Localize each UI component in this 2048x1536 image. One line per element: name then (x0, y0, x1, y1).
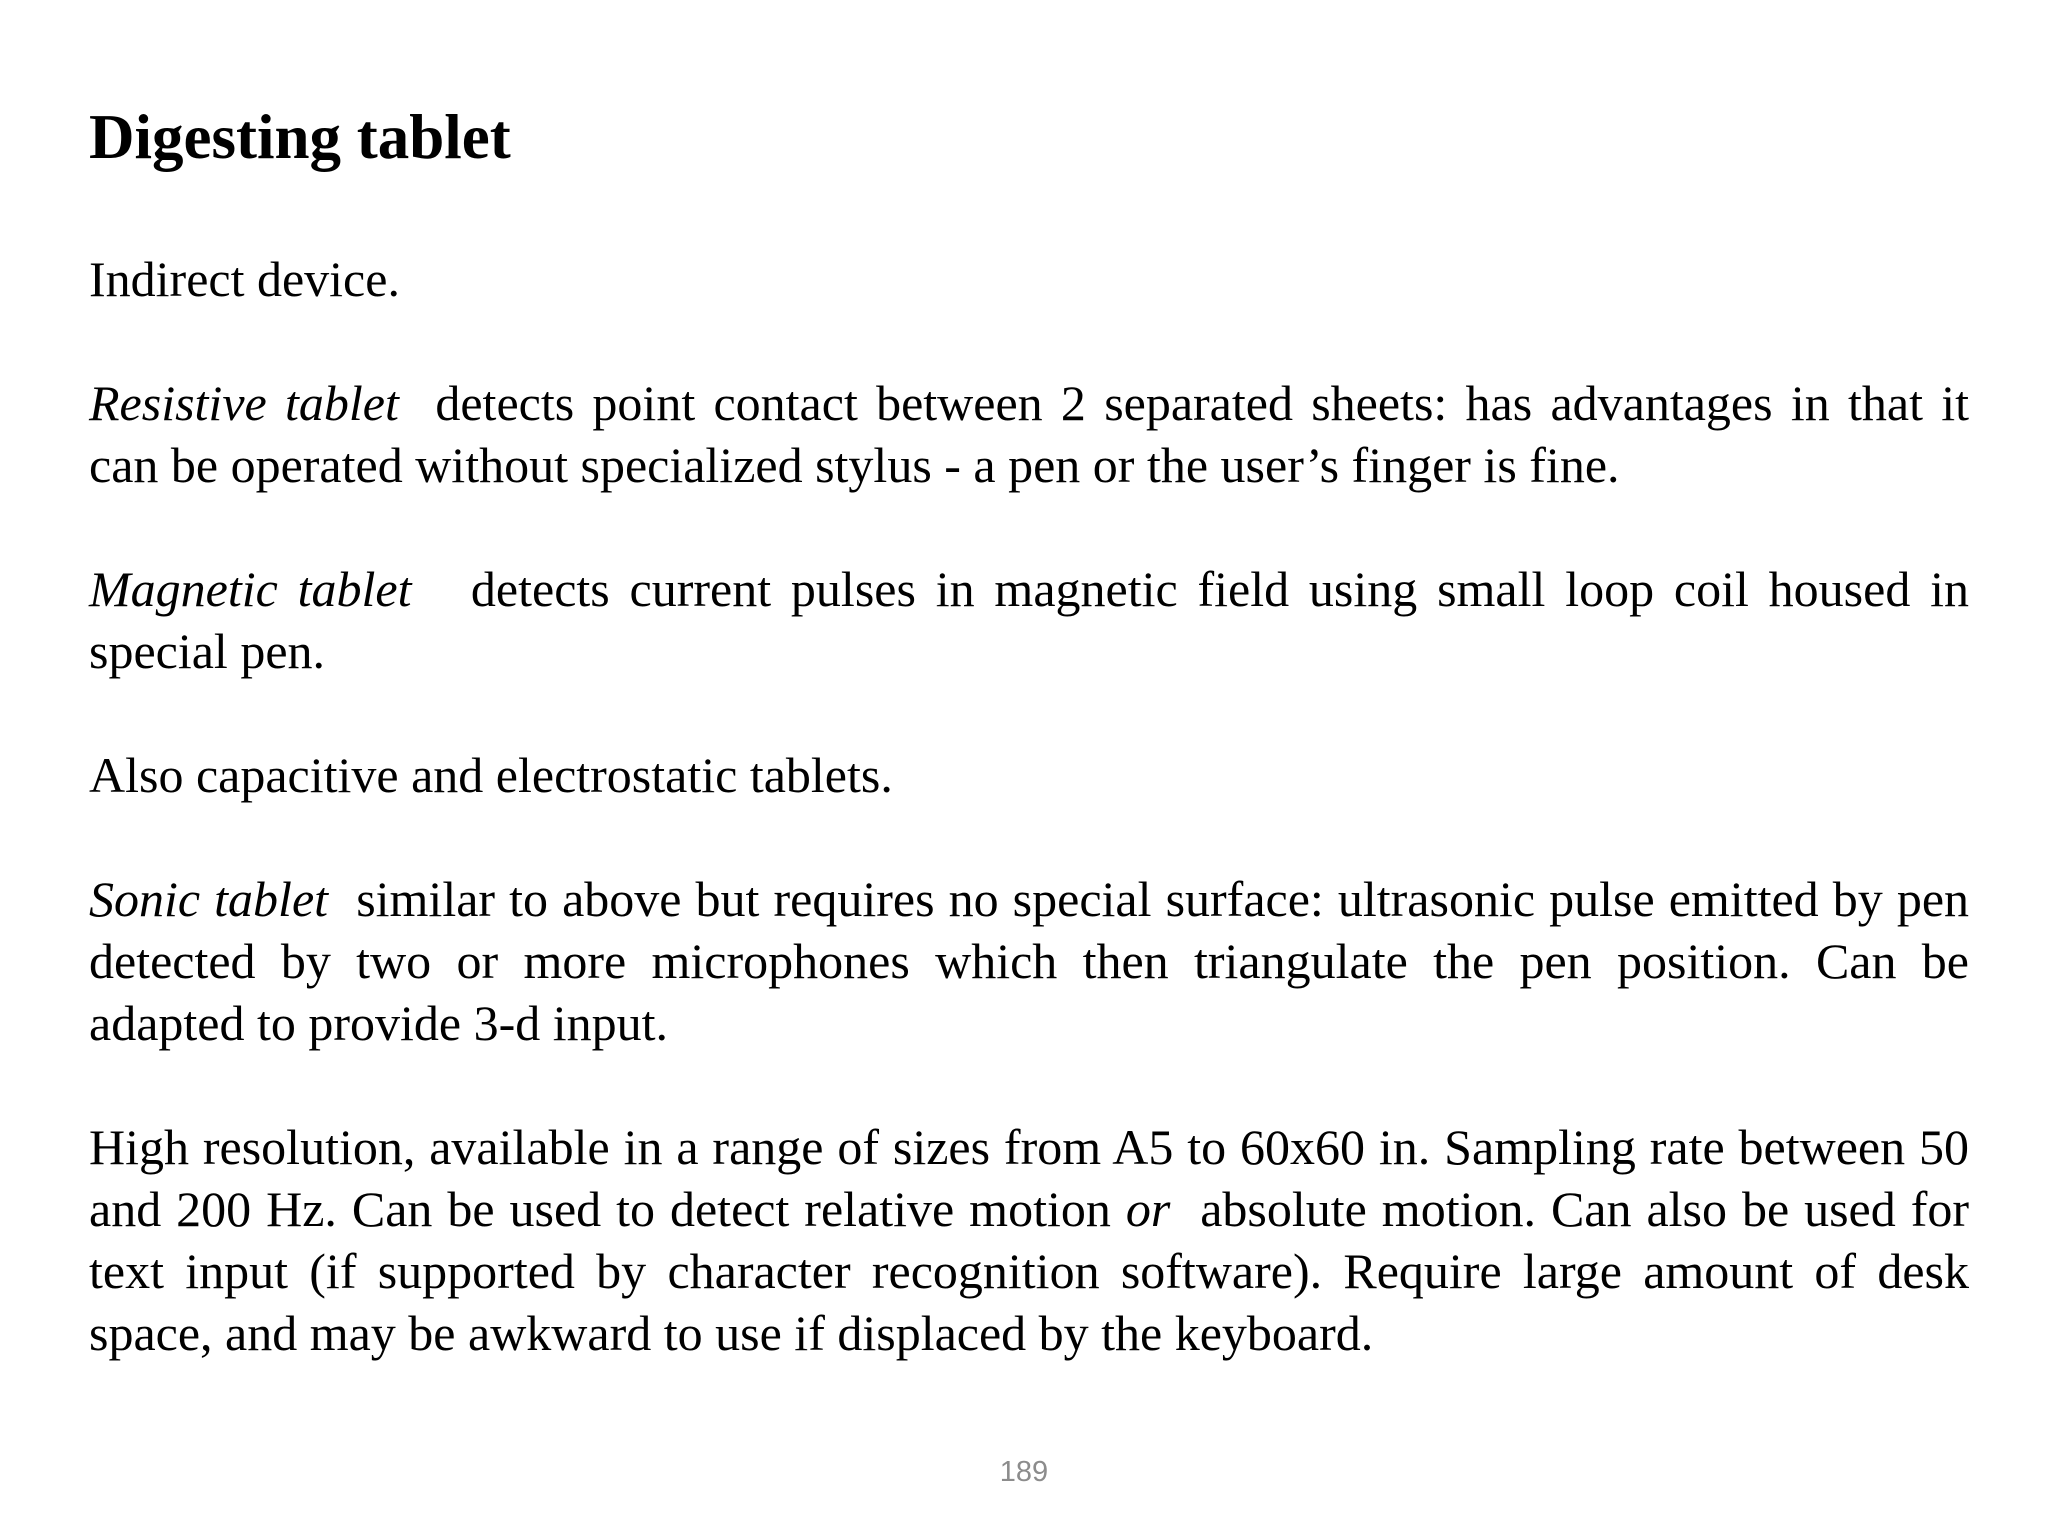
paragraph-capacitive-electrostatic: Also capacitive and electrostatic tablets. (89, 746, 893, 803)
slide-content (89, 100, 1969, 1364)
resistive-tablet-description: detects point contact between 2 separated sheets: has advantages in that it can be operated without specialized stylus - a pen or the user’s finger is fine. (89, 374, 1970, 493)
paragraph-indirect-device: Indirect device. (89, 250, 400, 307)
term-sonic-tablet: Sonic tablet (89, 870, 329, 927)
paragraph-resistive-tablet (89, 372, 1969, 496)
sonic-tablet-description: similar to above but requires no special surface: ultrasonic pulse emitted by pen detected by two or more microphones which then triangulate the pen position. Can be adapted to provide 3-d input. (89, 870, 1970, 1051)
emphasis-or: or (1125, 1180, 1171, 1237)
page-number: 189 (999, 1456, 1049, 1488)
paragraph-sonic-tablet (89, 868, 1969, 1054)
resolution-text-after: absolute motion. Can also be used for text input (if supported by character recognition software). Require large amount of desk space, and may be awkward to use if displaced by the keyboard. (89, 1180, 1970, 1361)
paragraph-magnetic-tablet (89, 558, 1969, 682)
slide-title: Digesting tablet (89, 102, 511, 172)
term-magnetic-tablet: Magnetic tablet (89, 560, 412, 617)
resolution-text-before: High resolution, available in a range of sizes from A5 to 60x60 in. Sampling rate between 50 and 200 Hz. Can be used to detect relative motion (89, 1118, 1969, 1237)
magnetic-tablet-description: detects current pulses in magnetic field using small loop coil housed in special pen. (89, 560, 1970, 679)
term-resistive-tablet: Resistive tablet (89, 374, 399, 431)
paragraph-resolution-details (89, 1116, 1969, 1364)
